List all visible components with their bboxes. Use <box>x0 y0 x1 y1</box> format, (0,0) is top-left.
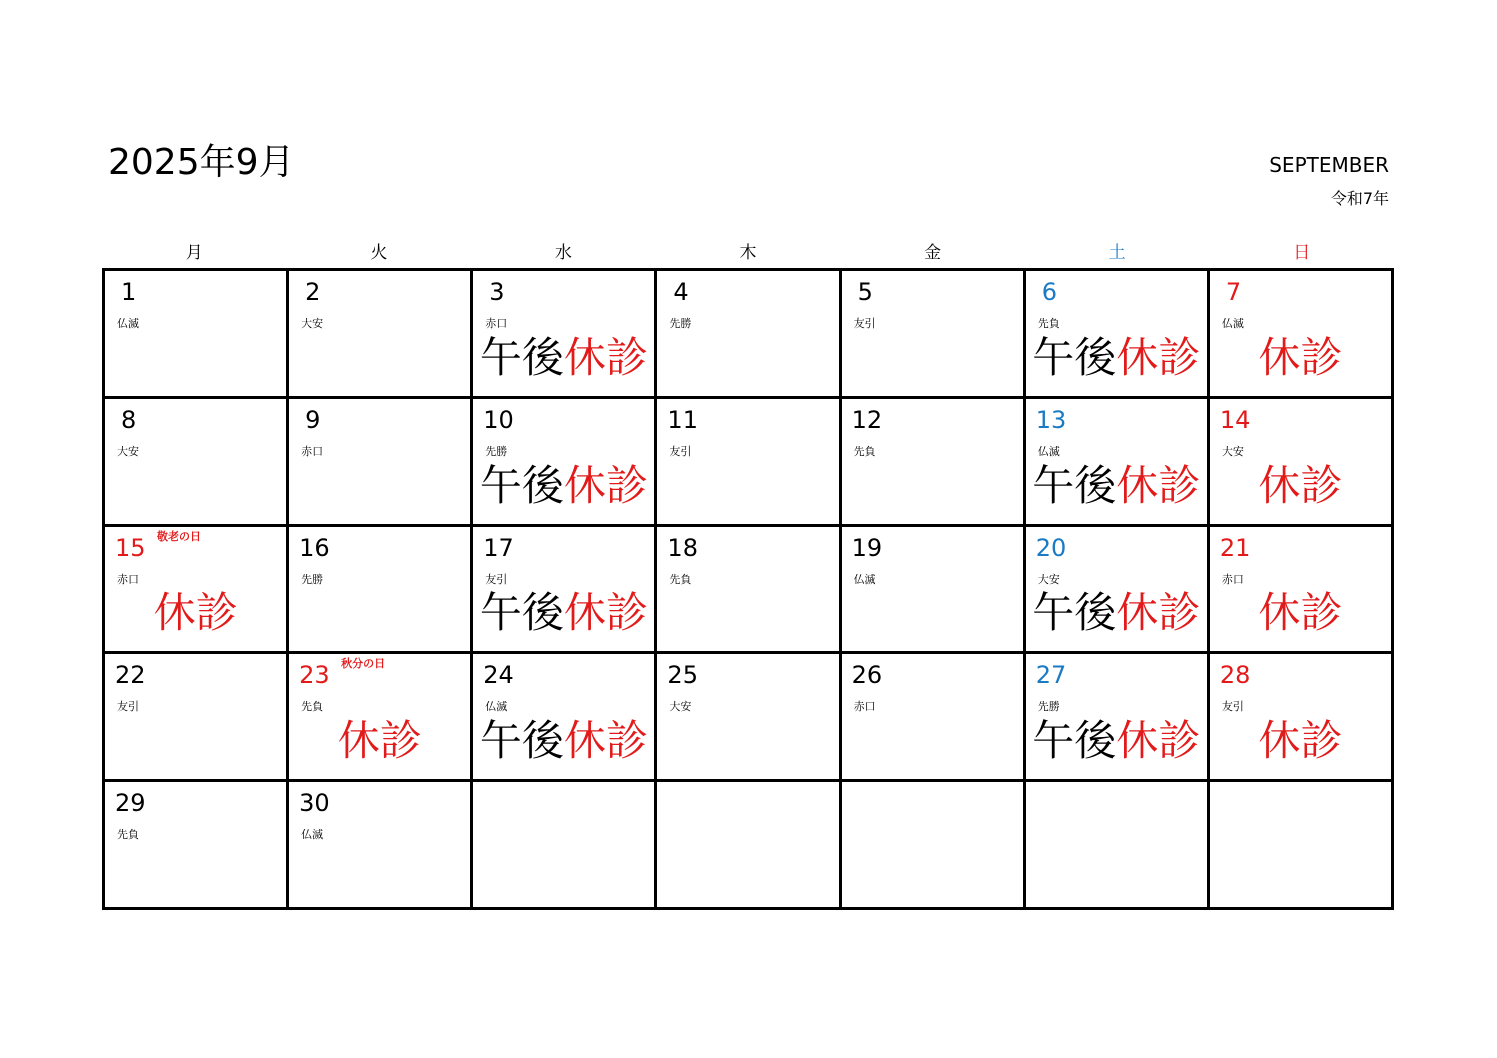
day-number: 11 <box>667 405 698 434</box>
closed-text: 休診 <box>337 716 422 766</box>
closed-label <box>1210 462 1391 510</box>
era-year: 令和7年 <box>1330 189 1389 208</box>
rokuyo-label: 大安 <box>301 317 324 330</box>
rokuyo-label: 仏滅 <box>485 700 508 714</box>
rokuyo-label: 赤口 <box>117 572 139 586</box>
day-cell <box>289 271 473 399</box>
closed-text: 休診 <box>563 716 648 766</box>
day-cell <box>657 271 841 399</box>
day-cell <box>1026 271 1210 399</box>
day-number: 10 <box>483 405 514 434</box>
day-cell <box>1210 399 1394 527</box>
day-number: 28 <box>1219 661 1251 690</box>
closed-text: 休診 <box>1258 460 1343 510</box>
rokuyo-label: 友引 <box>853 317 876 330</box>
rokuyo-label: 先負 <box>669 572 692 586</box>
closed-text: 休診 <box>1116 460 1201 510</box>
day-number: 15 <box>115 533 146 562</box>
weekday-sun: 日 <box>1293 243 1311 263</box>
day-number: 8 <box>121 405 137 434</box>
day-cell <box>473 654 657 782</box>
day-number: 24 <box>483 661 514 690</box>
rokuyo-label: 赤口 <box>485 317 508 330</box>
day-number: 14 <box>1219 405 1251 434</box>
afternoon-closed-label <box>1026 589 1207 637</box>
rokuyo-label: 仏滅 <box>1221 317 1244 330</box>
rokuyo-label: 先勝 <box>1037 700 1060 714</box>
afternoon-closed-label <box>473 589 654 637</box>
day-cell <box>1210 271 1394 399</box>
day-number: 13 <box>1035 405 1067 434</box>
day-number: 17 <box>483 533 514 562</box>
day-cell <box>289 527 473 655</box>
day-cell <box>105 271 289 399</box>
day-number: 19 <box>851 533 883 562</box>
empty-day-cell <box>1210 782 1394 910</box>
empty-day-cell <box>1026 782 1210 910</box>
rokuyo-label: 先勝 <box>669 317 692 330</box>
rokuyo-label: 赤口 <box>853 700 876 714</box>
holiday-name: 秋分の日 <box>341 657 386 671</box>
afternoon-text: 午後 <box>479 460 564 510</box>
closed-text: 休診 <box>563 588 648 638</box>
day-number: 12 <box>851 405 883 434</box>
afternoon-closed-label <box>473 334 654 382</box>
day-number: 26 <box>851 661 883 690</box>
day-number: 25 <box>667 661 698 690</box>
month-name-english: SEPTEMBER <box>1269 153 1389 177</box>
afternoon-closed-label <box>473 462 654 510</box>
day-cell <box>105 654 289 782</box>
afternoon-text: 午後 <box>479 588 564 638</box>
day-number: 6 <box>1041 278 1057 306</box>
day-cell <box>657 527 841 655</box>
weekday-tue: 火 <box>370 243 388 263</box>
afternoon-closed-label <box>473 717 654 765</box>
closed-label <box>1210 589 1391 637</box>
closed-text: 休診 <box>153 588 238 638</box>
day-cell <box>1026 527 1210 655</box>
afternoon-closed-label <box>1026 334 1207 382</box>
day-cell <box>842 654 1026 782</box>
weekday-wed: 水 <box>554 243 572 263</box>
day-cell <box>473 271 657 399</box>
afternoon-text: 午後 <box>1032 460 1117 510</box>
closed-text: 休診 <box>563 460 648 510</box>
weekday-sat: 土 <box>1108 243 1126 263</box>
rokuyo-label: 先勝 <box>301 572 324 586</box>
day-cell <box>1026 399 1210 527</box>
day-number: 16 <box>299 533 330 562</box>
day-number: 20 <box>1035 533 1067 562</box>
day-number: 21 <box>1219 533 1251 562</box>
closed-label <box>289 717 470 765</box>
day-cell <box>473 527 657 655</box>
day-cell <box>1210 654 1394 782</box>
closed-text: 休診 <box>1258 588 1343 638</box>
day-number: 22 <box>115 661 146 690</box>
day-number: 30 <box>299 789 330 818</box>
day-number: 5 <box>857 278 873 306</box>
afternoon-text: 午後 <box>1032 716 1117 766</box>
weekday-mon: 月 <box>185 243 203 263</box>
rokuyo-label: 友引 <box>669 444 692 458</box>
day-number: 4 <box>673 278 689 306</box>
day-number: 2 <box>305 278 321 306</box>
day-cell <box>842 271 1026 399</box>
day-cell <box>289 782 473 910</box>
rokuyo-label: 先負 <box>117 828 139 842</box>
day-number: 1 <box>121 278 137 306</box>
closed-label <box>105 589 286 637</box>
rokuyo-label: 先勝 <box>485 444 508 458</box>
closed-label <box>1210 334 1391 382</box>
closed-text: 休診 <box>1258 332 1343 382</box>
rokuyo-label: 先負 <box>301 700 324 714</box>
empty-day-cell <box>657 782 841 910</box>
closed-text: 休診 <box>563 332 648 382</box>
day-cell <box>289 654 473 782</box>
closed-label <box>1210 717 1391 765</box>
rokuyo-label: 友引 <box>1221 700 1244 714</box>
day-cell <box>842 527 1026 655</box>
day-cell <box>473 399 657 527</box>
day-number: 18 <box>667 533 698 562</box>
day-number: 29 <box>115 789 146 818</box>
day-number: 3 <box>489 278 505 306</box>
closed-text: 休診 <box>1116 716 1201 766</box>
day-cell <box>842 399 1026 527</box>
rokuyo-label: 仏滅 <box>1037 444 1060 458</box>
rokuyo-label: 仏滅 <box>853 572 876 586</box>
rokuyo-label: 赤口 <box>301 444 324 458</box>
afternoon-closed-label <box>1026 717 1207 765</box>
weekday-fri: 金 <box>924 243 942 263</box>
day-number: 23 <box>299 661 330 690</box>
day-cell <box>1210 527 1394 655</box>
day-cell <box>105 782 289 910</box>
afternoon-text: 午後 <box>479 332 564 382</box>
weekday-thu: 木 <box>739 243 757 263</box>
day-number: 7 <box>1225 278 1242 306</box>
day-number: 27 <box>1035 661 1067 690</box>
rokuyo-label: 友引 <box>485 572 508 586</box>
closed-text: 休診 <box>1116 332 1201 382</box>
day-cell <box>657 399 841 527</box>
day-cell <box>1026 654 1210 782</box>
day-cell <box>289 399 473 527</box>
rokuyo-label: 仏滅 <box>301 828 324 842</box>
rokuyo-label: 先負 <box>1037 317 1060 330</box>
weekday-header-row <box>102 241 1394 265</box>
afternoon-text: 午後 <box>1032 588 1117 638</box>
day-cell <box>105 527 289 655</box>
rokuyo-label: 大安 <box>669 700 692 714</box>
rokuyo-label: 仏滅 <box>117 317 139 330</box>
rokuyo-label: 大安 <box>1221 444 1244 458</box>
day-cell <box>105 399 289 527</box>
rokuyo-label: 先負 <box>853 444 876 458</box>
empty-day-cell <box>842 782 1026 910</box>
rokuyo-label: 赤口 <box>1221 572 1244 586</box>
day-number: 9 <box>305 405 321 434</box>
afternoon-text: 午後 <box>1032 332 1117 382</box>
afternoon-text: 午後 <box>479 716 564 766</box>
page-title: 2025年9月 <box>108 142 295 183</box>
rokuyo-label: 友引 <box>117 700 139 714</box>
rokuyo-label: 大安 <box>1037 572 1060 586</box>
empty-day-cell <box>473 782 657 910</box>
calendar-grid <box>102 268 1394 910</box>
afternoon-closed-label <box>1026 462 1207 510</box>
closed-text: 休診 <box>1116 588 1201 638</box>
closed-text: 休診 <box>1258 716 1343 766</box>
rokuyo-label: 大安 <box>117 444 139 458</box>
day-cell <box>657 654 841 782</box>
holiday-name: 敬老の日 <box>157 529 201 543</box>
